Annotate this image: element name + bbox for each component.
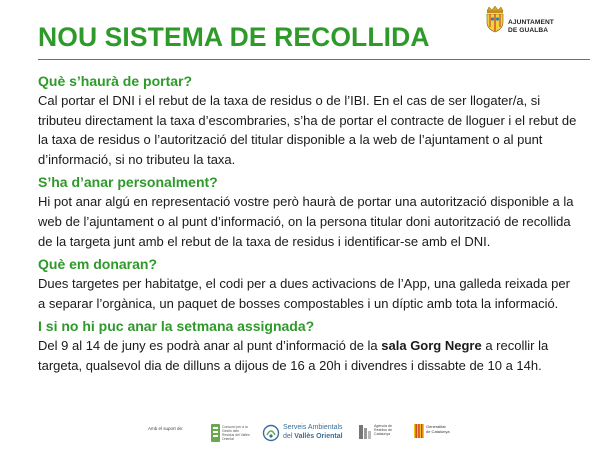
section-heading: I si no hi puc anar la setmana assignada? [38,318,315,335]
section-heading: Què em donaran? [38,256,158,273]
faq-content [38,72,578,380]
consortium-logo-text: Consorci per a la Gestió dels Residus del Vallès Oriental [222,425,250,441]
support-label: Amb el suport de: [148,426,184,431]
page-header [0,0,600,62]
section-heading: Què s’haurà de portar? [38,73,193,89]
section-body: Dues targetes per habitatge, el codi per a dues activacions de l’App, una galleda reixada per a separar l’orgànica, un paquet de bosses compostables i un díptic amb tota la informació. [38,276,570,311]
waste-agency-text: Agència de Residus de Catalunya [374,424,392,437]
generalitat-logo-icon [414,424,424,438]
generalitat-text: Generalitat de Catalunya [426,424,450,434]
consortium-logo-icon [210,422,221,444]
municipality-name: AJUNTAMENT DE GUALBA [508,19,554,34]
serveis-ambientals-text: Serveis Ambientals del Vallès Oriental [283,424,343,440]
waste-agency-logo-icon [358,423,372,441]
page-title: NOU SISTEMA DE RECOLLIDA [38,22,430,52]
section-body [38,336,578,375]
section-body: Hi pot anar algú en representació vostre però haurà de portar una autorització disponible a la web de l’ajuntament o al punt d’informació, on la persona titular doni autorització de recollida de la targeta junt amb el rebut de la taxa de residus i identificar-se amb el DNI. [38,194,574,249]
faq-section-items [38,255,578,313]
faq-section-documents [38,72,578,169]
municipality-logo [478,5,588,43]
section-heading: S’ha d’anar personalment? [38,174,218,191]
header-divider [38,59,590,60]
section-body: Cal portar el DNI i el rebut de la taxa de residus o de l’IBI. En el cas de ser llogater/a, si tributeu directament la taxa d’escombraries, s’ha de portar el contracte de lloguer i el rebut de la taxa de residus o l’autorització del titular disponible a la web de l’ajuntament o al punt d’informació, si no tributeu la taxa. [38,93,577,167]
serveis-ambientals-logo-icon [262,424,280,442]
faq-section-alternative-week [38,317,578,375]
location-name: sala Gorg Negre [381,338,482,354]
body-text-after: a recollir la targeta, qualsevol dia de dilluns a dijous de 16 a 20h i divendres i dissabte de 10 a 14h. [38,338,549,373]
body-text-before: Del 9 al 14 de juny es podrà anar al punt d’informació de la [38,338,382,354]
faq-section-in-person [38,173,578,251]
sponsors-footer [0,420,600,450]
coat-of-arms-icon [484,5,506,33]
